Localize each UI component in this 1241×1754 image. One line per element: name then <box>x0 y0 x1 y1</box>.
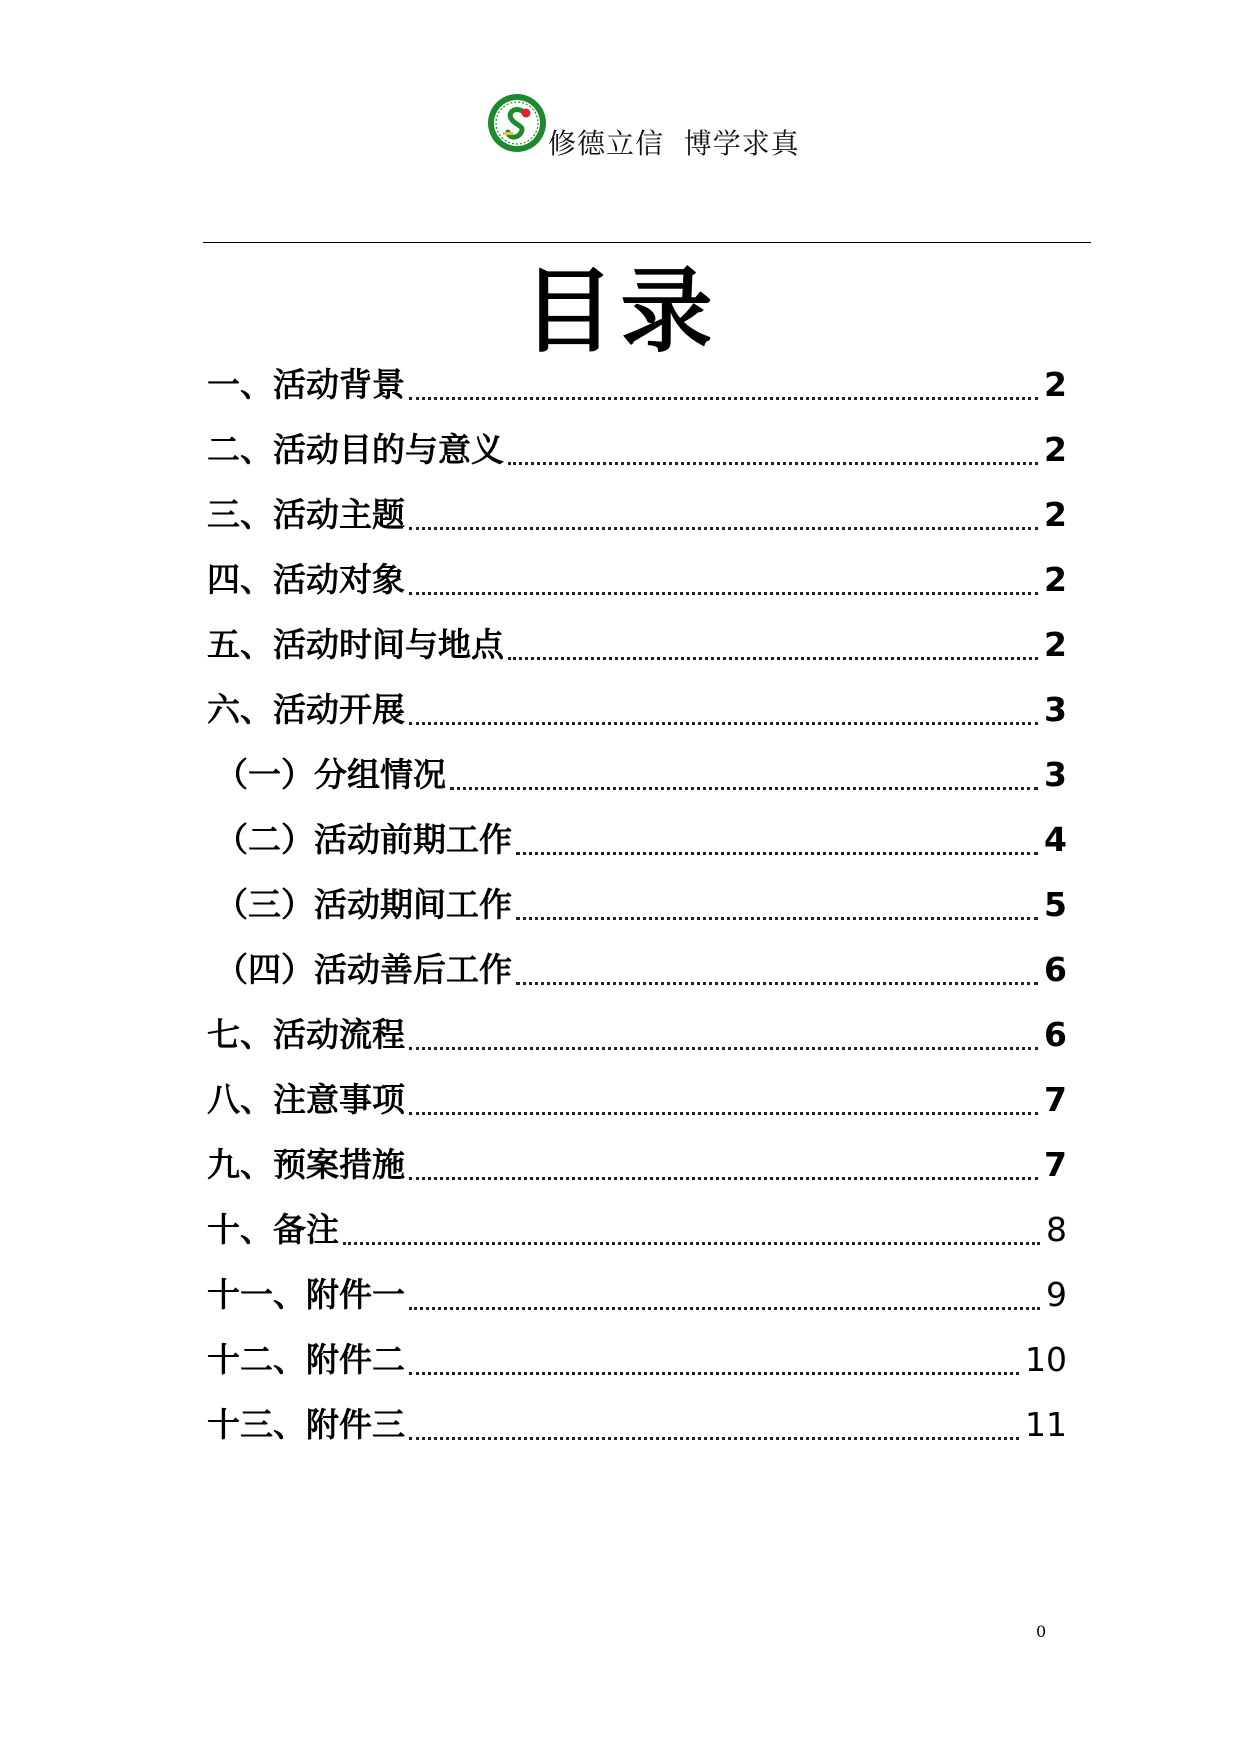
toc-entry-label: （一）分组情况 <box>215 755 446 794</box>
toc-dot-leader <box>516 916 1038 920</box>
toc-dot-leader <box>343 1241 1040 1245</box>
header-motto: 修德立信 博学求真 <box>548 127 800 160</box>
toc-dot-leader <box>409 1111 1038 1115</box>
toc-entry-label: 十、备注 <box>207 1210 339 1249</box>
toc-dot-leader <box>409 1436 1019 1440</box>
toc-dot-leader <box>508 656 1038 660</box>
toc-entry-page: 3 <box>1044 755 1067 794</box>
toc-entry-page: 2 <box>1044 365 1067 404</box>
toc-entry-label: 五、活动时间与地点 <box>207 625 504 664</box>
toc-entry[interactable] <box>207 1400 1067 1450</box>
toc-entry-label: 四、活动对象 <box>207 560 405 599</box>
toc-dot-leader <box>516 981 1038 985</box>
toc-entry-page: 4 <box>1044 820 1067 859</box>
toc-dot-leader <box>409 721 1038 725</box>
toc-entry[interactable] <box>207 1140 1067 1190</box>
toc-dot-leader <box>409 1176 1038 1180</box>
toc-entry-page: 2 <box>1044 625 1067 664</box>
toc-entry-page: 10 <box>1025 1340 1067 1379</box>
toc-entry[interactable] <box>207 1335 1067 1385</box>
toc-entry[interactable] <box>207 1270 1067 1320</box>
toc-entry-page: 7 <box>1044 1080 1067 1119</box>
toc-entry-label: 八、注意事项 <box>207 1080 405 1119</box>
page-header <box>0 84 1241 160</box>
school-emblem-icon <box>486 92 548 154</box>
toc-entry-label: 十三、附件三 <box>207 1405 405 1444</box>
toc-entry-label: 三、活动主题 <box>207 495 405 534</box>
toc-dot-leader <box>409 526 1038 530</box>
page-title: 目录 <box>522 258 719 365</box>
toc-entry-page: 11 <box>1025 1405 1067 1444</box>
toc-entry[interactable] <box>207 360 1067 410</box>
toc-entry-page: 5 <box>1044 885 1067 924</box>
toc-entry-page: 2 <box>1044 495 1067 534</box>
toc-entry[interactable] <box>207 620 1067 670</box>
toc-dot-leader <box>508 461 1038 465</box>
toc-entry[interactable] <box>207 1010 1067 1060</box>
toc-entry-page: 2 <box>1044 560 1067 599</box>
toc-entry-label: 六、活动开展 <box>207 690 405 729</box>
toc-entry-page: 2 <box>1044 430 1067 469</box>
toc-dot-leader <box>409 1046 1038 1050</box>
toc-entry-label: 七、活动流程 <box>207 1015 405 1054</box>
toc-entry-label: 九、预案措施 <box>207 1145 405 1184</box>
toc-entry[interactable] <box>215 815 1067 865</box>
toc-entry-label: （三）活动期间工作 <box>215 885 512 924</box>
toc-entry-label: 二、活动目的与意义 <box>207 430 504 469</box>
toc-dot-leader <box>409 1306 1040 1310</box>
toc-entry-page: 7 <box>1044 1145 1067 1184</box>
toc-dot-leader <box>409 591 1038 595</box>
toc-entry[interactable] <box>207 685 1067 735</box>
toc-entry-page: 3 <box>1044 690 1067 729</box>
toc-entry[interactable] <box>215 880 1067 930</box>
toc-entry[interactable] <box>207 1205 1067 1255</box>
toc-dot-leader <box>409 1371 1019 1375</box>
toc-entry-label: 一、活动背景 <box>207 365 405 404</box>
toc-entry[interactable] <box>207 490 1067 540</box>
toc-entry[interactable] <box>207 555 1067 605</box>
page-number: 0 <box>1036 1622 1047 1641</box>
toc-entry-label: （四）活动善后工作 <box>215 950 512 989</box>
toc-entry-label: 十一、附件一 <box>207 1275 405 1314</box>
toc-entry-page: 8 <box>1046 1210 1067 1249</box>
toc-entry-page: 9 <box>1046 1275 1067 1314</box>
toc-dot-leader <box>409 396 1038 400</box>
toc-entry-page: 6 <box>1044 950 1067 989</box>
toc-dot-leader <box>450 786 1038 790</box>
toc-entry-page: 6 <box>1044 1015 1067 1054</box>
toc-entry[interactable] <box>207 425 1067 475</box>
toc-entry[interactable] <box>215 750 1067 800</box>
toc-entry[interactable] <box>207 1075 1067 1125</box>
toc-entry-label: （二）活动前期工作 <box>215 820 512 859</box>
toc-dot-leader <box>516 851 1038 855</box>
toc-entry-label: 十二、附件二 <box>207 1340 405 1379</box>
toc-entry[interactable] <box>215 945 1067 995</box>
